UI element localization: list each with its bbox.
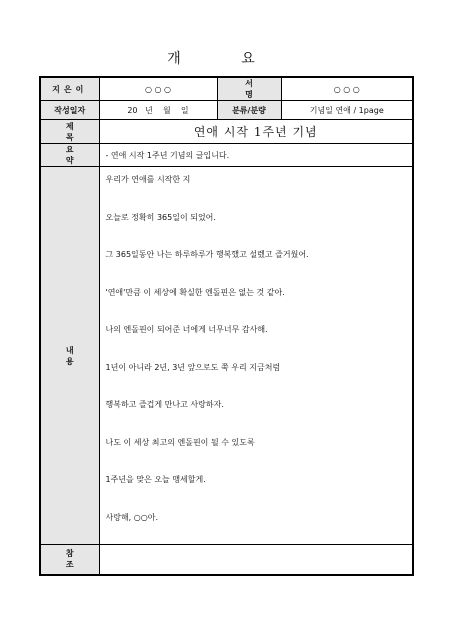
content-line: 행복하고 즐겁게 만나고 사랑하자. bbox=[105, 400, 224, 409]
content-line: 1주년을 맞은 오늘 맹세할게. bbox=[105, 475, 206, 484]
subject-label: 제 목 bbox=[40, 120, 99, 144]
summary-value: - 연애 시작 1주년 기념의 글입니다. bbox=[99, 144, 413, 167]
content-line: 사랑해, ○○아. bbox=[105, 512, 159, 522]
date-label: 작성일자 bbox=[40, 101, 99, 120]
summary-label: 요 약 bbox=[40, 144, 99, 167]
content-line: '연애'만큼 이 세상에 확실한 엔돌핀은 없는 것 같아. bbox=[105, 287, 285, 297]
content-line: 오늘로 정확히 365일이 되었어. bbox=[105, 212, 216, 222]
content-body bbox=[99, 167, 413, 545]
author-row bbox=[40, 77, 413, 101]
content-label: 내 용 bbox=[40, 167, 99, 545]
category-value: 기념일 연애 / 1page bbox=[281, 101, 413, 120]
category-label: 분류/분량 bbox=[217, 101, 281, 120]
content-line: 우리가 연애를 시작한 지 bbox=[105, 175, 191, 184]
signature-label: 서 명 bbox=[217, 77, 281, 101]
author-value: ○ ○ ○ bbox=[99, 77, 217, 101]
content-line: 나도 이 세상 최고의 엔돌핀이 될 수 있도록 bbox=[105, 437, 255, 447]
signature-value: ○ ○ ○ bbox=[281, 77, 413, 101]
content-row bbox=[40, 167, 413, 545]
content-line: 그 365일동안 나는 하루하루가 행복했고 설렜고 즐거웠어. bbox=[105, 250, 309, 259]
summary-row bbox=[40, 144, 413, 167]
subject-value: 연애 시작 1주년 기념 bbox=[99, 120, 413, 144]
reference-label: 참 조 bbox=[40, 545, 99, 575]
content-line: 나의 엔돌핀이 되어준 너에게 너무너무 감사해. bbox=[105, 325, 268, 334]
date-row bbox=[40, 101, 413, 120]
document-title: 개 요 bbox=[167, 51, 283, 67]
reference-value bbox=[99, 545, 413, 575]
author-label: 지은이 bbox=[40, 77, 99, 101]
date-value: 20 년 월 일 bbox=[99, 101, 217, 120]
content-line: 1년이 아니라 2년, 3년 앞으로도 쭉 우리 지금처럼 bbox=[105, 362, 281, 372]
summary-form-table bbox=[39, 76, 414, 576]
reference-row bbox=[40, 545, 413, 575]
subject-row bbox=[40, 120, 413, 144]
